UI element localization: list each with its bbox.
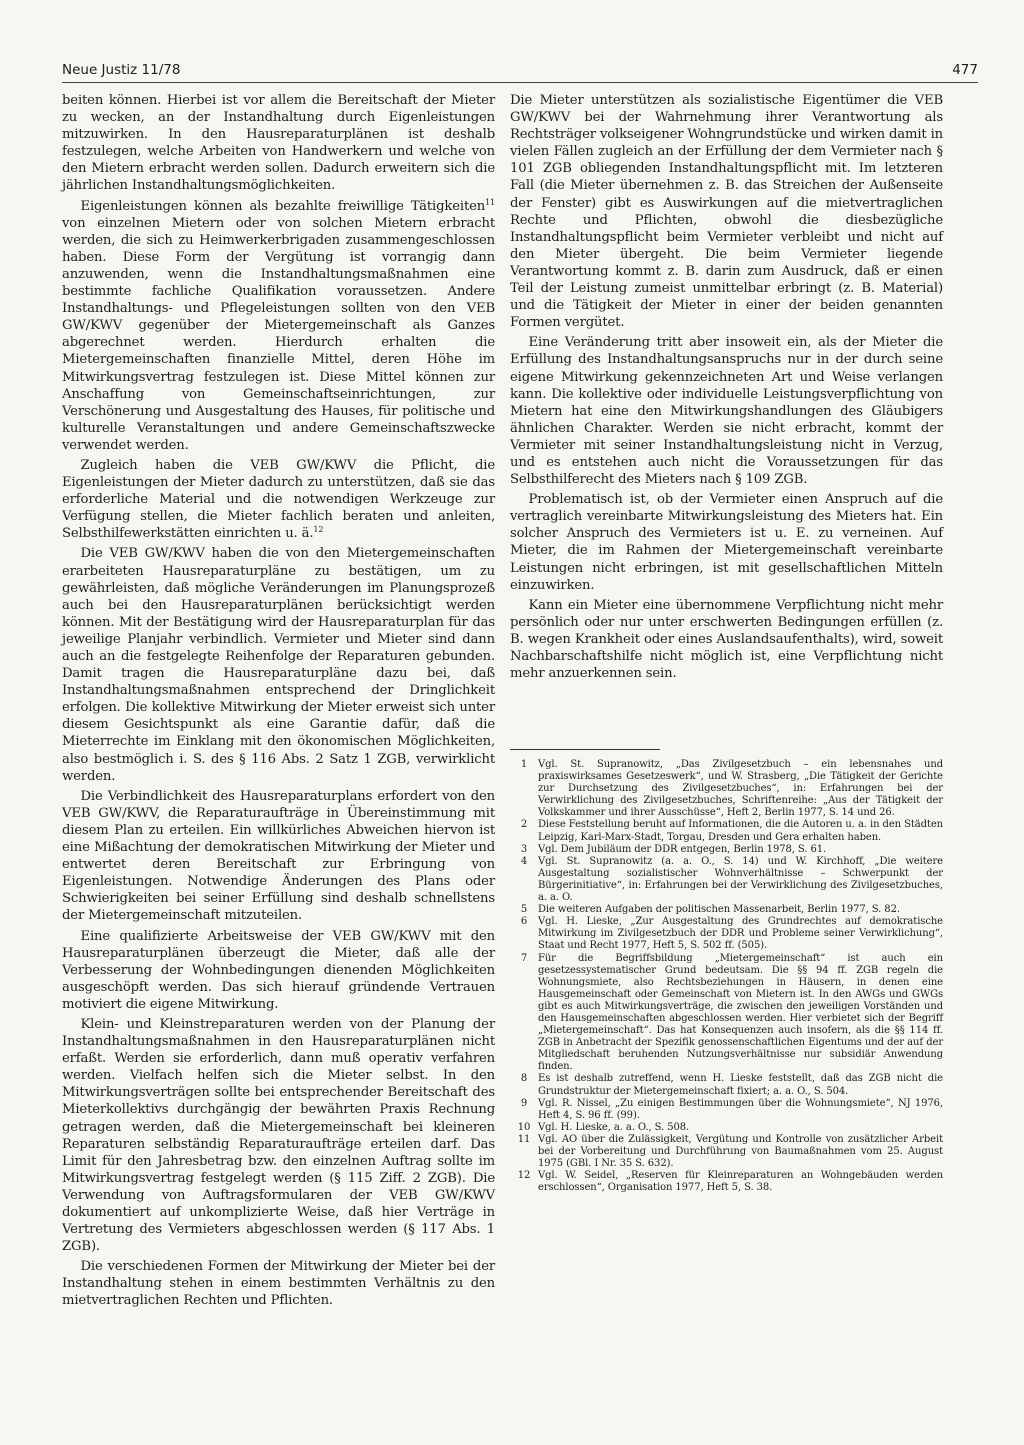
footnote-text: Vgl. St. Supranowitz (a. a. O., S. 14) und W. Kirchhoff, „Die weitere Ausgestaltung sozialistischer Wohnverhältnisse – Schwerpunkt der Bürgerinitiative“, in: Erfahrungen bei der Verwirklichung des Zivilgesetzbuches, a. a. O.: [538, 855, 943, 904]
paragraph: Eine Veränderung tritt aber insoweit ein, als der Mieter die Erfüllung des Instandhaltungsanspruchs nur in der durch seine eigene Mitwirkung gekennzeichneten Art und Weise verlangen kann. Die kollektive oder individuelle Leistungsverpflichtung von Mietern hat eine den Mitwirkungshandlungen des Gläubigers ähnlichen Charakter. Werden sie nicht erbracht, kommt der Vermieter mit seiner Instandhaltungsleistung nicht in Verzug, und es entstehen auch nicht die Voraussetzungen für das Selbsthilferecht des Mieters nach § 109 ZGB.: [510, 335, 943, 488]
footnote-number: 3: [520, 843, 528, 855]
footnote-number: 10: [517, 1121, 531, 1133]
paragraph-text: Zugleich haben die VEB GW/KWV die Pflicht, die Eigenleistungen der Mieter dadurch zu unterstützen, daß sie das erforderliche Material und die notwendigen Werkzeuge zur Verfügung stellen, die Mieter fachlich beraten und anleiten, Selbsthilfewerkstätten einrichten u. ä.: [62, 457, 495, 542]
page-header: [62, 60, 978, 83]
paragraph: Die VEB GW/KWV haben die von den Mietergemeinschaften erarbeiteten Hausreparaturpläne zu bestätigen, um zu gewährleisten, daß mögliche Veränderungen im Planungsprozeß auch bei den Hausreparaturplänen berücksichtigt werden können. Mit der Bestätigung wird der Hausreparaturplan für das jeweilige Planjahr verbindlich. Vermieter und Mieter sind dann auch an die festgelegte Reihenfolge der Reparaturen gebunden. Damit tragen die Hausreparaturpläne dazu bei, daß Instandhaltungsmaßnahmen entsprechend der Dringlichkeit erfolgen. Die kollektive Mitwirkung der Mieter erweist sich unter diesem Gesichtspunkt als eine Garantie dafür, daß die Mieterrechte im Einklang mit den ökonomischen Möglichkeiten, also bestmöglich i. S. des § 116 Abs. 2 Satz 1 ZGB, verwirklicht werden.: [62, 546, 495, 784]
footnote: [510, 759, 943, 819]
footnote-ref: 12: [313, 525, 324, 535]
footnote-text: Vgl. W. Seidel, „Reserven für Kleinreparaturen an Wohngebäuden werden erschlossen“, Organisation 1977, Heft 5, S. 38.: [538, 1170, 943, 1194]
footnote: [510, 844, 943, 856]
footnote-text: Für die Begriffsbildung „Mietergemeinschaft“ ist auch ein gesetzessystematischer Grund bedeutsam. Die §§ 94 ff. ZGB regeln die Wohnungsmiete, also Rechtsbeziehungen in Häusern, in denen eine Hausgemeinschaft oder Gemeinschaft von Mietern ist. In den AWGs und GWGs gibt es auch Mitwirkungsverträge, die zwischen den jeweiligen Vorständen und den Hausgemeinschaften abgeschlossen werden. Hier verbietet sich der Begriff „Mietergemeinschaft“. Das hat Konsequenzen auch insofern, als die §§ 114 ff. ZGB in Anbetracht der Spezifik genossenschaftlichen Eigentums und der auf der Mitgliedschaft beruhenden Nutzungsverhältnisse nur subsidiär Anwendung finden.: [538, 952, 943, 1073]
footnote-number: 9: [520, 1097, 528, 1109]
footnote: [510, 856, 943, 904]
footnote-text: Diese Feststellung beruht auf Informationen, die die Autoren u. a. in den Städten Leipzig, Karl-Marx-Stadt, Torgau, Dresden und Gera erhalten haben.: [538, 819, 943, 843]
paragraph-text: Eigenleistungen können als bezahlte freiwillige Tätigkeiten: [80, 198, 486, 214]
footnote-number: 11: [517, 1133, 531, 1145]
footnote: [510, 1073, 943, 1097]
paragraph: beiten können. Hierbei ist vor allem die Bereitschaft der Mieter zu wecken, an der Instandhaltung durch Eigenleistungen mitzuwirken. In den Hausreparaturplänen ist deshalb festzulegen, welche Arbeiten von Handwerkern und welche von den Mietern erbracht werden sollen. Dadurch erweitern sich die jährlichen Instandhaltungsmöglichkeiten.: [62, 93, 495, 194]
paragraph: Die verschiedenen Formen der Mitwirkung der Mieter bei der Instandhaltung stehen in einem bestimmten Verhältnis zu den mietvertraglichen Rechten und Pflichten.: [62, 1259, 495, 1309]
footnote-number: 4: [520, 855, 528, 867]
footnote-divider: [510, 749, 660, 750]
footnote-number: 2: [520, 819, 528, 831]
footnote-text: Vgl. Dem Jubiläum der DDR entgegen, Berlin 1978, S. 61.: [538, 843, 827, 855]
footnote: [510, 953, 943, 1074]
footnote-text: Die weiteren Aufgaben der politischen Massenarbeit, Berlin 1977, S. 82.: [538, 904, 900, 916]
footnote: [510, 819, 943, 843]
paragraph: Die Mieter unterstützen als sozialistische Eigentümer die VEB GW/KWV bei der Wahrnehmung ihrer Verantwortung als Rechtsträger volkseigener Wohngrundstücke und wirken damit in vielen Fällen zugleich an der Erfüllung der dem Vermieter nach § 101 ZGB obliegenden Instandhaltungspflicht mit. Im letzteren Fall (die Mieter übernehmen z. B. das Streichen der Außenseite der Fenster) gibt es Auswirkungen auf die mietvertraglichen Rechte und Pflichten, obwohl die diesbezügliche Instandhaltungspflicht beim Vermieter verbleibt und nicht auf den Mieter übergeht. Die beim Vermieter liegende Verantwortung kommt z. B. darin zum Ausdruck, daß er einen Teil der Leistung zumeist unmittelbar erbringt (z. B. Material) und die Tätigkeit der Mieter in einer der beiden genannten Formen vergütet.: [510, 93, 943, 331]
paragraph: Problematisch ist, ob der Vermieter einen Anspruch auf die vertraglich vereinbarte Mitwirkungsleistung des Mieters hat. Ein solcher Anspruch des Vermieters ist u. E. zu verneinen. Auf Mieter, die im Rahmen der Mietergemeinschaft vereinbarte Leistungen nicht erbringen, ist mit gesellschaftlichen Mitteln einzuwirken.: [510, 492, 943, 593]
paragraph: Die Verbindlichkeit des Hausreparaturplans erfordert von den VEB GW/KWV, die Reparaturaufträge in Übereinstimmung mit diesem Plan zu erteilen. Ein willkürliches Abweichen hiervon ist eine Mißachtung der demokratischen Mitwirkung der Mieter und entwertet deren Bereitschaft zur Erbringung von Eigenleistungen. Notwendige Änderungen des Plans oder Schwierigkeiten bei seiner Erfüllung sind deshalb schnellstens der Mietergemeinschaft mitzuteilen.: [62, 788, 495, 924]
page-number: 477: [952, 62, 978, 78]
footnote: [510, 916, 943, 952]
footnote-number: 1: [520, 759, 528, 770]
paragraph: Eine qualifizierte Arbeitsweise der VEB GW/KWV mit den Hausreparaturplänen überzeugt die Mieter, daß alle der Verbesserung der Wohnbedingungen dienenden Möglichkeiten ausgeschöpft werden. Das sich hierauf gründende Vertrauen motiviert die eigene Mitwirkung.: [62, 928, 495, 1012]
footnote-number: 5: [520, 904, 528, 916]
paragraph-text: von einzelnen Mietern oder von solchen Mietern erbracht werden, die sich zu Heimwerkerbrigaden zusammengeschlossen haben. Diese Form der Vergütung ist vorrangig dann anzuwenden, wenn die Instandhaltungsmaßnahmen eine bestimmte fachliche Qualifikation voraussetzen. Andere Instandhaltungs- und Pflegeleistungen sollten von den VEB GW/KWV gegenüber der Mietergemeinschaft als Ganzes abgerechnet werden. Hierdurch erhalten die Mietergemeinschaften finanzielle Mittel, deren Höhe im Mitwirkungsvertrag festzulegen ist. Diese Mittel können zur Anschaffung von Gemeinschaftseinrichtungen, zur Verschönerung und Ausgestaltung des Hauses, für politische und kulturelle Veranstaltungen und andere Gemeinschaftszwecke verwendet werden.: [62, 215, 495, 453]
paragraph: [62, 457, 495, 542]
footnote: [510, 904, 943, 916]
footnote: [510, 1122, 943, 1134]
footnote-text: Vgl. H. Lieske, „Zur Ausgestaltung des Grundrechtes auf demokratische Mitwirkung im Zivilgesetzbuch der DDR und Probleme seiner Verwirklichung“, Staat und Recht 1977, Heft 5, S. 502 ff. (505).: [538, 916, 943, 952]
footnote-number: 12: [517, 1170, 531, 1182]
paragraph: [62, 198, 495, 454]
paragraph: Klein- und Kleinstreparaturen werden von der Planung der Instandhaltungsmaßnahmen in den Hausreparaturplänen nicht erfaßt. Werden sie erforderlich, dann muß operativ verfahren werden. Vielfach helfen sich die Mieter selbst. In den Mitwirkungsverträgen sollte bei entsprechender Bereitschaft des Mieterkollektivs durchgängig der bewährten Praxis Rechnung getragen werden, daß die Mietergemeinschaft bei kleineren Reparaturen selbständig Reparaturaufträge erteilen darf. Das Limit für den Jahresbetrag bzw. den einzelnen Auftrag sollte im Mitwirkungsvertrag festgelegt werden (§ 115 Ziff. 2 ZGB). Die Verwendung von Auftragsformularen der VEB GW/KWV dokumentiert auf unkomplizierte Weise, daß hier Verträge in Vertretung des Vermieters abgeschlossen werden (§ 117 Abs. 1 ZGB).: [62, 1016, 495, 1255]
right-column: [510, 92, 943, 685]
footnote-text: Vgl. St. Supranowitz, „Das Zivilgesetzbuch – ein lebensnahes und praxiswirksames Gesetzeswerk“, und W. Strasberg, „Die Tätigkeit der Gerichte zur Durchsetzung des Zivilgesetzbuches“, in: Erfahrungen bei der Verwirklichung des Zivilgesetzbuches, Schriftenreihe: „Aus der Tätigkeit der Volkskammer und ihrer Ausschüsse“, Heft 2, Berlin 1977, S. 14 und 26.: [538, 759, 943, 819]
paragraph: Kann ein Mieter eine übernommene Verpflichtung nicht mehr persönlich oder nur unter erschwerten Bedingungen erfüllen (z. B. wegen Krankheit oder eines Auslandsaufenthalts), wird, soweit Nachbarschaftshilfe nicht möglich ist, eine Verpflichtung nicht mehr anzuerkennen sein.: [510, 597, 943, 682]
journal-title: Neue Justiz 11/78: [62, 62, 181, 78]
footnote-number: 8: [520, 1073, 528, 1085]
footnote: [510, 1134, 943, 1170]
footnotes: [510, 759, 943, 1194]
footnote: [510, 1170, 943, 1194]
footnote-text: Vgl. H. Lieske, a. a. O., S. 508.: [538, 1121, 690, 1133]
footnote-number: 7: [520, 952, 528, 964]
footnote-number: 6: [520, 916, 528, 928]
footnote-text: Vgl. AO über die Zulässigkeit, Vergütung und Kontrolle von zusätzlicher Arbeit bei der Vorbereitung und Durchführung von Baumaßnahmen vom 25. August 1975 (GBl. I Nr. 35 S. 632).: [538, 1133, 943, 1170]
footnote-ref: 11: [485, 197, 495, 207]
left-column: [62, 92, 495, 1313]
footnote-text: Vgl. R. Nissel, „Zu einigen Bestimmungen über die Wohnungsmiete“, NJ 1976, Heft 4, S. 96 ff. (99).: [538, 1097, 943, 1121]
footnote-text: Es ist deshalb zutreffend, wenn H. Lieske feststellt, daß das ZGB nicht die Grundstruktur der Mietergemeinschaft fixiert; a. a. O., S. 504.: [538, 1073, 943, 1097]
footnote: [510, 1098, 943, 1122]
